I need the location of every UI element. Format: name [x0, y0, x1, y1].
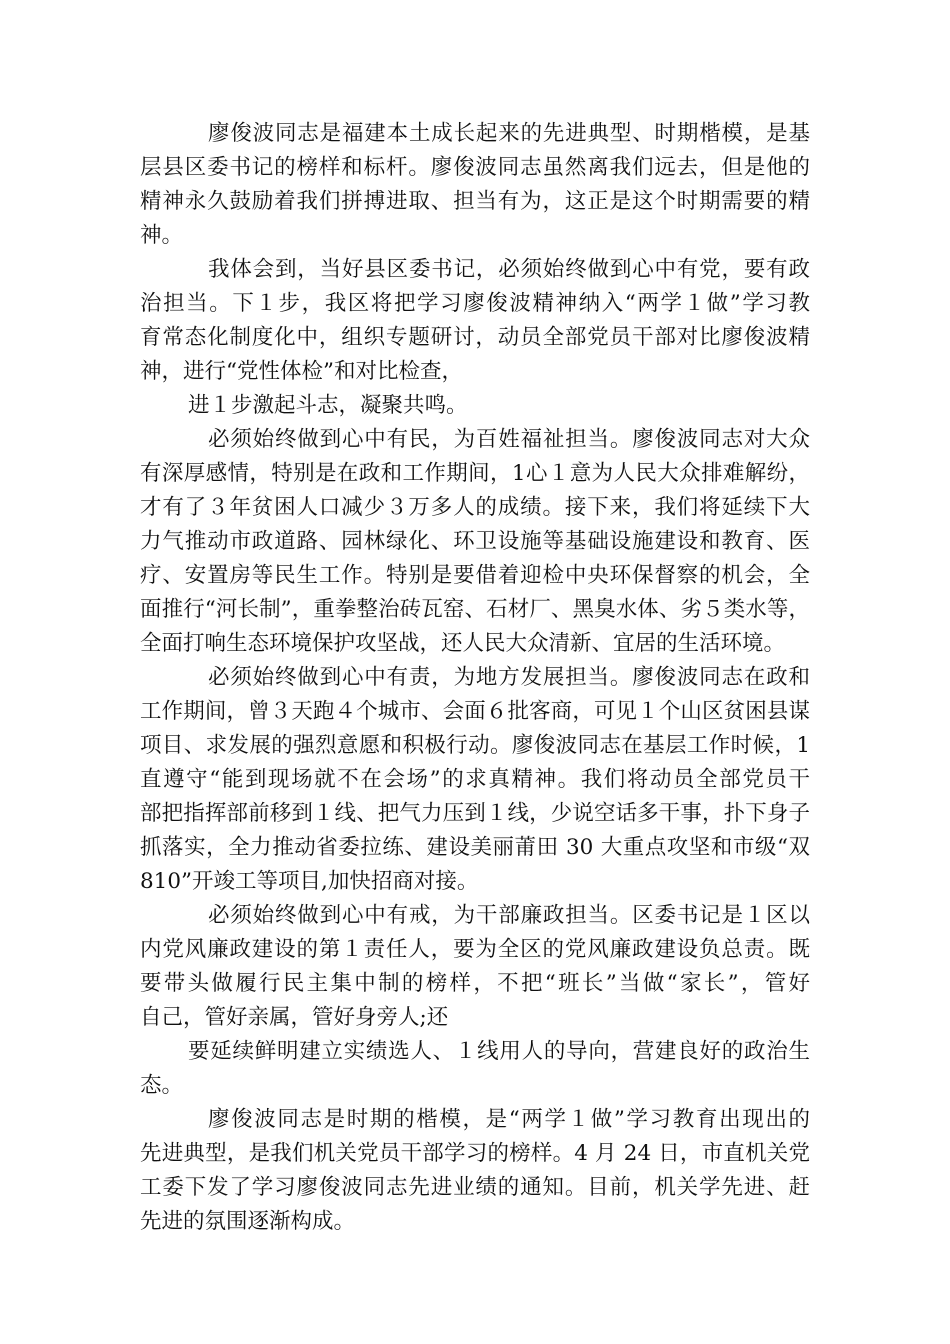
- paragraph-4-line-5: 疗、安置房等民生工作。特别是要借着迎检中央环保督察的机会，全: [140, 563, 810, 588]
- paragraph-2-line-4: 神，进行“党性体检”和对比检查，: [140, 359, 463, 384]
- paragraph-4-line-6: 面推行“河长制”，重拳整治砖瓦窑、石材厂、黑臭水体、劣５类水等，: [140, 597, 810, 622]
- paragraph-5-line-2: 工作期间，曾３天跑４个城市、会面６批客商，可见１个山区贫困县谋: [140, 699, 810, 724]
- paragraph-1-line-1: 廖俊波同志是福建本土成长起来的先进典型、时期楷模，是基: [208, 121, 810, 146]
- paragraph-1-line-4: 神。: [140, 223, 184, 248]
- paragraph-8-line-4: 先进的氛围逐渐构成。: [140, 1209, 356, 1234]
- paragraph-7-line-2: 态。: [140, 1073, 184, 1098]
- paragraph-5-line-3: 项目、求发展的强烈意愿和积极行动。廖俊波同志在基层工作时候，1: [140, 733, 810, 758]
- paragraph-4-line-3: 才有了３年贫困人口减少３万多人的成绩。接下来，我们将延续下大: [140, 495, 810, 520]
- paragraph-4-line-4: 力气推动市政道路、园林绿化、环卫设施等基础设施建设和教育、医: [140, 529, 810, 554]
- paragraph-4-line-1: 必须始终做到心中有民，为百姓福祉担当。廖俊波同志对大众: [208, 427, 810, 452]
- paragraph-5-line-7: 810”开竣工等项目,加快招商对接。: [140, 869, 479, 894]
- paragraph-1-line-3: 精神永久鼓励着我们拼搏进取、担当有为，这正是这个时期需要的精: [140, 189, 810, 214]
- paragraph-6-line-4: 自己，管好亲属，管好身旁人;还: [140, 1005, 449, 1030]
- paragraph-2-line-3: 育常态化制度化中，组织专题研讨，动员全部党员干部对比廖俊波精: [140, 325, 810, 350]
- paragraph-8-line-1: 廖俊波同志是时期的楷模，是“两学１做”学习教育出现出的: [208, 1107, 810, 1132]
- paragraph-4-line-2: 有深厚感情，特别是在政和工作期间，1心１意为人民大众排难解纷，: [140, 461, 810, 486]
- paragraph-8-line-3: 工委下发了学习廖俊波同志先进业绩的通知。目前，机关学先进、赶: [140, 1175, 810, 1200]
- paragraph-5-line-6: 抓落实，全力推动省委拉练、建设美丽莆田 30 大重点攻坚和市级“双: [140, 835, 810, 860]
- paragraph-2-line-2: 治担当。下１步，我区将把学习廖俊波精神纳入“两学１做”学习教: [140, 291, 810, 316]
- paragraph-5-line-4: 直遵守“能到现场就不在会场”的求真精神。我们将动员全部党员干: [140, 767, 810, 792]
- paragraph-8-line-2: 先进典型，是我们机关党员干部学习的榜样。4 月 24 日，市直机关党: [140, 1141, 810, 1166]
- paragraph-3-line-1: 进１步激起斗志，凝聚共鸣。: [188, 393, 468, 418]
- paragraph-5-line-1: 必须始终做到心中有责，为地方发展担当。廖俊波同志在政和: [208, 665, 810, 690]
- paragraph-6-line-2: 内党风廉政建设的第１责任人，要为全区的党风廉政建设负总责。既: [140, 937, 810, 962]
- paragraph-7-line-1: 要延续鲜明建立实绩选人、１线用人的导向，营建良好的政治生: [188, 1039, 810, 1064]
- paragraph-4-line-7: 全面打响生态环境保护攻坚战，还人民大众清新、宜居的生活环境。: [140, 631, 786, 656]
- paragraph-1-line-2: 层县区委书记的榜样和标杆。廖俊波同志虽然离我们远去，但是他的: [140, 155, 810, 180]
- paragraph-2-line-1: 我体会到，当好县区委书记，必须始终做到心中有党，要有政: [208, 257, 810, 282]
- paragraph-6-line-3: 要带头做履行民主集中制的榜样，不把“班长”当做“家长”，管好: [140, 971, 810, 996]
- paragraph-6-line-1: 必须始终做到心中有戒，为干部廉政担当。区委书记是１区以: [208, 903, 810, 928]
- paragraph-5-line-5: 部把指挥部前移到１线、把气力压到１线，少说空话多干事，扑下身子: [140, 801, 810, 826]
